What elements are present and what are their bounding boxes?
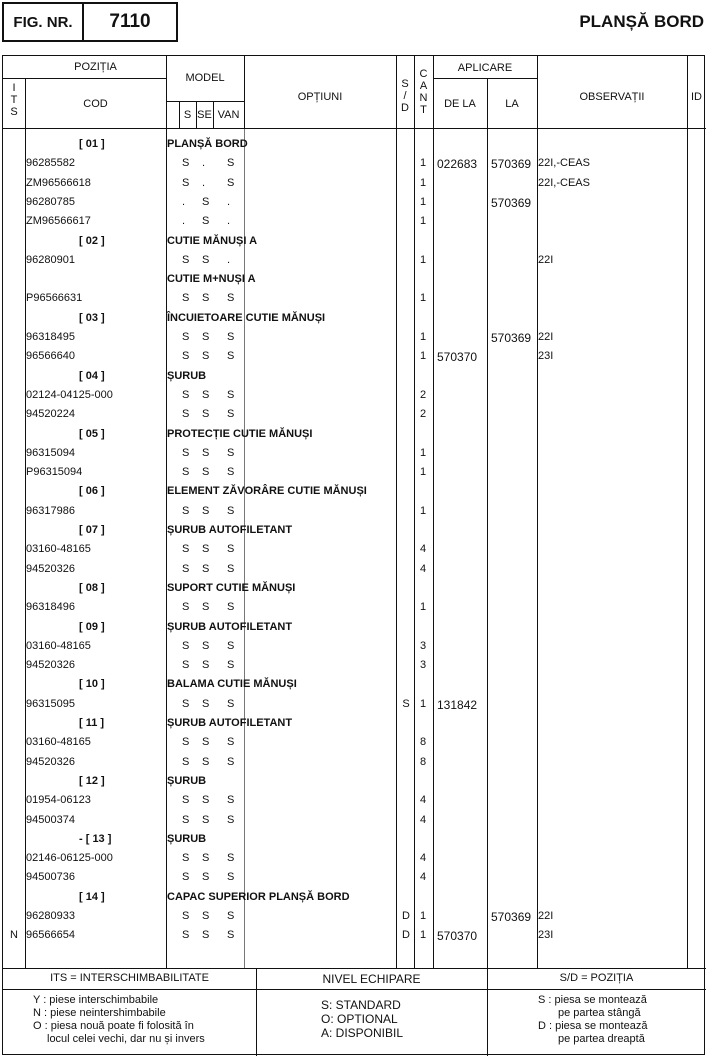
cell-opt: PROTECȚIE CUTIE MĂNUȘI [167, 427, 313, 440]
cell-van: S [227, 292, 235, 305]
table-row [3, 502, 706, 521]
cell-se: S [202, 639, 210, 652]
cell-se: S [202, 697, 210, 710]
cell-cant: 1 [419, 253, 427, 266]
cell-to: 570369 [491, 195, 532, 210]
cell-cant: 4 [419, 871, 427, 884]
cell-opt: SUPORT CUTIE MĂNUȘI [167, 581, 296, 594]
table-row [3, 232, 706, 251]
cell-se: S [202, 794, 210, 807]
cell-s: S [182, 659, 190, 672]
col-van: VAN [217, 109, 240, 121]
cell-cant: 1 [419, 215, 427, 228]
cell-cant: 4 [419, 794, 427, 807]
cell-opt: ȘURUB AUTOFILETANT [167, 717, 293, 729]
nivel-legend-title: NIVEL ECHIPARE [322, 972, 421, 986]
cell-van: S [227, 350, 235, 363]
cell-cant: 1 [419, 910, 427, 922]
cell-cant: 1 [419, 195, 427, 208]
sd-legend-line: S : piesa se montează [538, 994, 647, 1006]
cell-van: S [227, 504, 235, 517]
cell-se: S [202, 929, 210, 942]
cell-se: S [202, 331, 210, 343]
cell-obs: 22I [538, 331, 554, 343]
cell-van: S [227, 910, 235, 922]
cell-s: S [182, 639, 190, 652]
table-row [3, 598, 706, 617]
cell-grp: [ 14 ] [79, 890, 105, 903]
cell-cod: ZM96566618 [26, 176, 91, 189]
cell-from: 570370 [437, 929, 478, 944]
cell-se: S [202, 659, 210, 672]
col-optiuni: OPȚIUNI [297, 91, 343, 103]
col-id: ID [691, 91, 702, 103]
cell-opt: ÎNCUIETOARE CUTIE MĂNUȘI [167, 311, 326, 324]
table-row [3, 618, 706, 637]
cell-s: S [182, 350, 190, 363]
cell-cod: 96318496 [26, 601, 75, 614]
cell-grp: [ 08 ] [79, 581, 105, 594]
table-row [3, 811, 706, 830]
its-legend-line: Y : piese interschimbabile [33, 994, 159, 1006]
col-de-la: DE LA [444, 98, 476, 110]
cell-van: S [227, 929, 235, 942]
its-legend-line: O : piesa nouă poate fi folosită în [33, 1020, 194, 1032]
its-legend-title: ITS = INTERSCHIMBABILITATE [50, 972, 209, 984]
cell-grp: [ 10 ] [79, 678, 105, 691]
cell-van: S [227, 852, 235, 865]
page-title: PLANȘĂ BORD [579, 12, 704, 31]
cell-s: S [182, 176, 190, 189]
cell-s: S [182, 852, 190, 865]
table-row [3, 753, 706, 772]
cell-van: S [227, 562, 235, 575]
table-row [3, 733, 706, 752]
its-legend-line: locul celei vechi, dar nu și invers [47, 1033, 205, 1045]
cell-to: 570369 [491, 157, 532, 172]
figure-number: 7110 [82, 2, 178, 42]
cell-s: S [182, 446, 190, 459]
table-row [3, 386, 706, 405]
table-row [3, 695, 706, 714]
cell-s: S [182, 910, 190, 922]
cell-from: 131842 [437, 697, 478, 712]
cell-se: S [202, 543, 210, 556]
cell-van: S [227, 176, 235, 189]
cell-opt: ȘURUB [167, 369, 207, 382]
cell-se: S [202, 350, 210, 363]
cell-grp: [ 09 ] [79, 620, 105, 633]
cell-cant: 4 [419, 543, 427, 556]
cell-s: . [182, 215, 186, 228]
cell-s: S [182, 504, 190, 517]
cell-grp: [ 03 ] [79, 311, 105, 324]
cell-cod: 96318495 [26, 331, 75, 343]
cell-van: S [227, 794, 235, 807]
table-row [3, 926, 706, 945]
cell-van: S [227, 813, 235, 826]
cell-its: N [10, 929, 18, 942]
cell-van: S [227, 446, 235, 459]
cell-cant: 1 [419, 176, 427, 189]
col-sd: S / D [401, 78, 409, 114]
cell-cod: 96280901 [26, 253, 75, 266]
figure-number-label: FIG. NR. [2, 2, 84, 42]
cell-van: . [227, 195, 231, 208]
cell-s: S [182, 755, 190, 768]
cell-cod: 96566640 [26, 350, 75, 363]
cell-van: . [227, 253, 231, 266]
cell-se: S [202, 466, 210, 479]
cell-cant: 8 [419, 736, 427, 749]
cell-cod: 94500736 [26, 871, 75, 884]
cell-se: . [202, 176, 206, 189]
cell-grp: - [ 13 ] [79, 832, 112, 845]
col-cant: C A N T [419, 68, 428, 116]
cell-grp: [ 12 ] [79, 774, 105, 787]
table-row [3, 154, 706, 173]
col-cod: COD [83, 98, 108, 110]
cell-se: S [202, 601, 210, 614]
table-row [3, 560, 706, 579]
cell-opt: BALAMA CUTIE MĂNUȘI [167, 678, 297, 691]
cell-s: S [182, 813, 190, 826]
cell-cod: 03160-48165 [26, 543, 91, 556]
table-row [3, 425, 706, 444]
cell-van: S [227, 659, 235, 672]
cell-cant: 4 [419, 852, 427, 865]
table-row [3, 367, 706, 386]
nivel-legend-line: A: DISPONIBIL [321, 1026, 404, 1040]
cell-sd: D [402, 910, 410, 922]
col-its: I T S [10, 82, 18, 118]
table-row [3, 772, 706, 791]
cell-cant: 1 [419, 466, 427, 479]
cell-cant: 8 [419, 755, 427, 768]
cell-obs: 23I [538, 929, 554, 942]
cell-se: . [202, 157, 206, 170]
cell-van: S [227, 697, 235, 710]
cell-cod: 96315095 [26, 697, 75, 710]
cell-cod: P96566631 [26, 292, 83, 305]
table-row [3, 347, 706, 366]
cell-se: S [202, 215, 210, 228]
cell-cant: 1 [419, 446, 427, 459]
table-row [3, 830, 706, 849]
cell-opt: CUTIE M+NUȘI A [167, 273, 256, 286]
cell-se: S [202, 813, 210, 826]
cell-cod: 94520326 [26, 562, 75, 575]
cell-cod: 96280933 [26, 910, 75, 922]
table-row [3, 656, 706, 675]
cell-cant: 2 [419, 408, 427, 421]
cell-cod: 96315094 [26, 446, 75, 459]
cell-s: S [182, 601, 190, 614]
table-row [3, 251, 706, 270]
cell-s: S [182, 157, 190, 170]
table-row [3, 212, 706, 231]
cell-obs: 22I,-CEAS [538, 176, 590, 189]
cell-cod: 96566654 [26, 929, 75, 942]
sd-legend-line: pe partea dreaptă [558, 1033, 645, 1045]
table-row [3, 579, 706, 598]
table-row [3, 289, 706, 308]
cell-sd: D [402, 929, 410, 942]
cell-van: S [227, 157, 235, 170]
cell-van: S [227, 871, 235, 884]
cell-van: S [227, 601, 235, 614]
cell-cod: 02146-06125-000 [26, 852, 113, 865]
cell-van: S [227, 755, 235, 768]
cell-cod: 96285582 [26, 157, 75, 170]
col-aplicare: APLICARE [457, 62, 513, 74]
cell-cant: 3 [419, 659, 427, 672]
cell-cod: ZM96566617 [26, 215, 91, 228]
cell-opt: PLANȘĂ BORD [167, 138, 248, 150]
cell-grp: [ 01 ] [79, 138, 105, 150]
cell-cant: 2 [419, 388, 427, 401]
cell-se: S [202, 910, 210, 922]
cell-van: S [227, 466, 235, 479]
cell-cod: P96315094 [26, 466, 83, 479]
col-model: MODEL [185, 72, 225, 84]
cell-cod: 94520326 [26, 755, 75, 768]
col-pozitia: POZIȚIA [74, 61, 117, 73]
cell-s: S [182, 794, 190, 807]
cell-from: 570370 [437, 350, 478, 365]
cell-cod: 03160-48165 [26, 736, 91, 749]
cell-van: S [227, 543, 235, 556]
cell-cod: 96317986 [26, 504, 75, 517]
table-row [3, 328, 706, 347]
sd-legend-line: pe partea stângă [558, 1007, 641, 1019]
col-observatii: OBSERVAȚII [579, 91, 645, 103]
col-la: LA [505, 98, 519, 110]
cell-opt: ELEMENT ZĂVORÂRE CUTIE MĂNUȘI [167, 485, 367, 498]
table-row [3, 174, 706, 193]
cell-s: S [182, 408, 190, 421]
cell-se: S [202, 253, 210, 266]
table-row [3, 463, 706, 482]
cell-cant: 1 [419, 292, 427, 305]
col-s: S [183, 109, 192, 121]
table-row [3, 521, 706, 540]
cell-se: S [202, 504, 210, 517]
cell-s: S [182, 736, 190, 749]
cell-s: S [182, 697, 190, 710]
cell-opt: CAPAC SUPERIOR PLANȘĂ BORD [167, 890, 350, 903]
cell-cant: 1 [419, 350, 427, 363]
cell-se: S [202, 292, 210, 305]
cell-obs: 22I [538, 910, 554, 922]
cell-cod: 94520224 [26, 408, 75, 421]
table-row [3, 270, 706, 289]
cell-van: S [227, 639, 235, 652]
cell-cant: 4 [419, 813, 427, 826]
cell-obs: 22I [538, 253, 554, 266]
table-row [3, 868, 706, 887]
cell-opt: ȘURUB [167, 774, 207, 787]
cell-van: S [227, 388, 235, 401]
cell-cant: 1 [419, 331, 427, 343]
table-row [3, 135, 706, 154]
cell-s: S [182, 388, 190, 401]
cell-cant: 1 [419, 504, 427, 517]
cell-cod: 03160-48165 [26, 639, 91, 652]
cell-van: S [227, 331, 235, 343]
cell-s: S [182, 871, 190, 884]
cell-grp: [ 11 ] [79, 717, 105, 729]
sd-legend-title: S/D = POZIȚIA [559, 972, 634, 984]
cell-cant: 3 [419, 639, 427, 652]
cell-grp: [ 06 ] [79, 485, 105, 498]
cell-se: S [202, 736, 210, 749]
cell-s: S [182, 253, 190, 266]
cell-grp: [ 07 ] [79, 524, 105, 536]
table-row [3, 675, 706, 694]
cell-from: 022683 [437, 157, 478, 172]
cell-cod: 94500374 [26, 813, 75, 826]
cell-obs: 22I,-CEAS [538, 157, 590, 170]
cell-se: S [202, 446, 210, 459]
cell-s: S [182, 331, 190, 343]
table-row [3, 482, 706, 501]
cell-obs: 23I [538, 350, 554, 363]
cell-grp: [ 04 ] [79, 369, 105, 382]
table-row [3, 405, 706, 424]
cell-cant: 1 [419, 929, 427, 942]
cell-cod: 02124-04125-000 [26, 388, 113, 401]
cell-grp: [ 05 ] [79, 427, 105, 440]
cell-opt: ȘURUB AUTOFILETANT [167, 524, 293, 536]
table-row [3, 309, 706, 328]
cell-van: S [227, 736, 235, 749]
cell-sd: S [402, 697, 410, 710]
col-se: SE [197, 109, 212, 121]
cell-van: S [227, 408, 235, 421]
cell-cant: 1 [419, 601, 427, 614]
cell-opt: ȘURUB [167, 832, 207, 845]
table-row [3, 540, 706, 559]
cell-s: . [182, 195, 186, 208]
cell-se: S [202, 871, 210, 884]
cell-opt: ȘURUB AUTOFILETANT [167, 620, 293, 633]
cell-grp: [ 02 ] [79, 234, 105, 247]
cell-cod: 96280785 [26, 195, 75, 208]
nivel-legend-line: O: OPTIONAL [321, 1012, 398, 1026]
cell-se: S [202, 388, 210, 401]
parts-table [2, 55, 705, 1055]
cell-s: S [182, 292, 190, 305]
cell-to: 570369 [491, 331, 532, 345]
cell-cant: 4 [419, 562, 427, 575]
cell-s: S [182, 929, 190, 942]
cell-se: S [202, 755, 210, 768]
cell-cant: 1 [419, 697, 427, 710]
cell-se: S [202, 852, 210, 865]
cell-s: S [182, 562, 190, 575]
cell-se: S [202, 408, 210, 421]
cell-to: 570369 [491, 910, 532, 924]
table-row [3, 907, 706, 926]
cell-s: S [182, 543, 190, 556]
cell-cod: 01954-06123 [26, 794, 91, 807]
cell-se: S [202, 195, 210, 208]
table-row [3, 714, 706, 733]
its-legend-line: N : piese neintershimbabile [33, 1007, 166, 1019]
nivel-legend-line: S: STANDARD [321, 998, 401, 1012]
cell-se: S [202, 562, 210, 575]
table-row [3, 637, 706, 656]
cell-van: . [227, 215, 231, 228]
cell-s: S [182, 466, 190, 479]
cell-opt: CUTIE MĂNUȘI A [167, 234, 258, 247]
table-row [3, 791, 706, 810]
table-row [3, 444, 706, 463]
table-row [3, 888, 706, 907]
table-row [3, 849, 706, 868]
cell-cod: 94520326 [26, 659, 75, 672]
cell-cant: 1 [419, 157, 427, 170]
table-row [3, 193, 706, 212]
sd-legend-line: D : piesa se montează [538, 1020, 648, 1032]
